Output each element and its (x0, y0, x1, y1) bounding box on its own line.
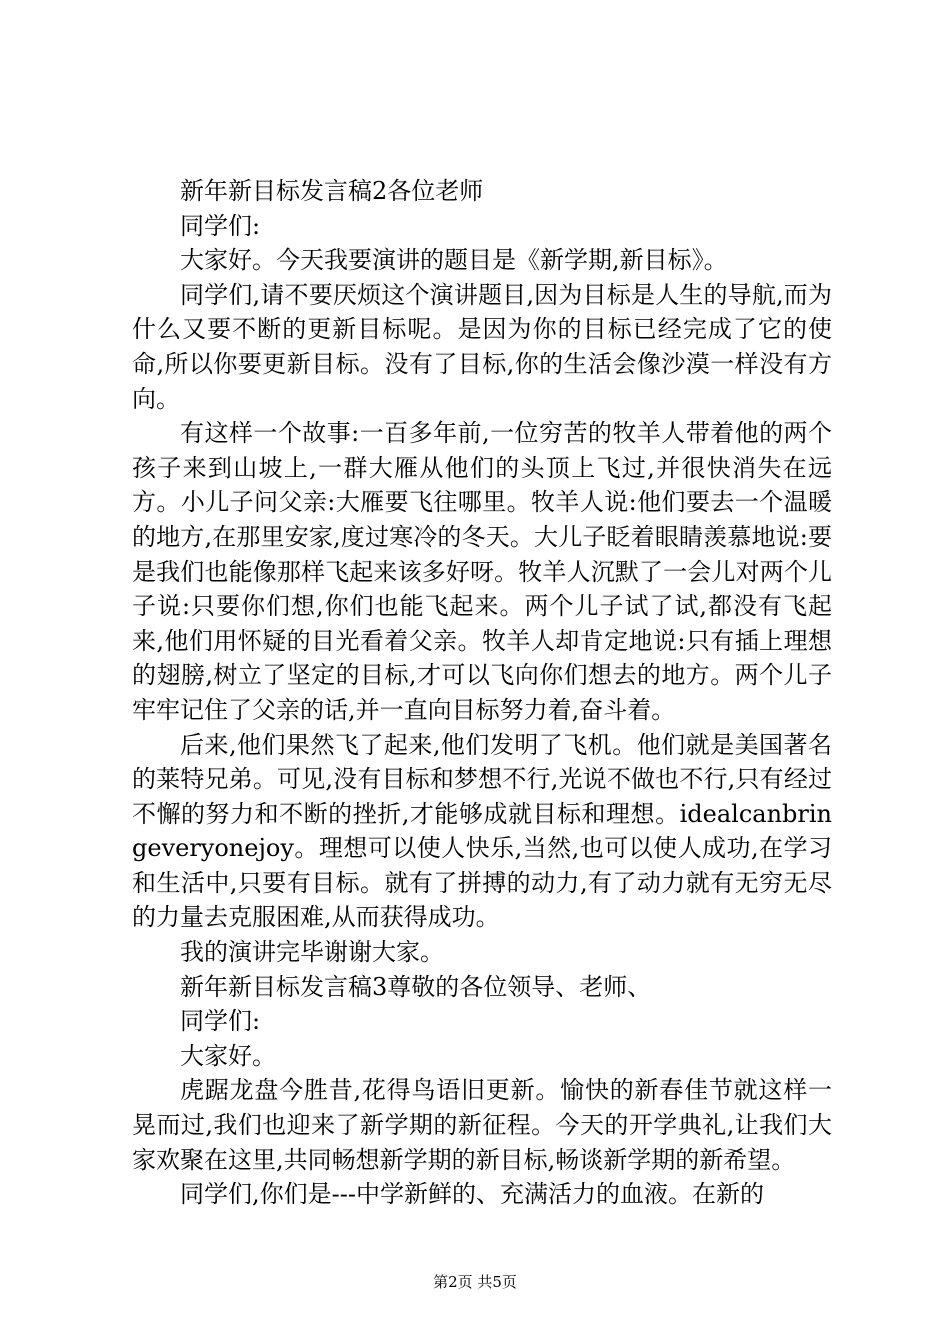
paragraph-hello-topic: 大家好。今天我要演讲的题目是《新学期,新目标》。 (180, 246, 728, 275)
paragraph-hello: 大家好。 (180, 1041, 276, 1070)
document-body (132, 174, 832, 1212)
page-footer: 第2页 共5页 (433, 1273, 517, 1291)
paragraph-greeting-students-2: 同学们: (180, 1007, 261, 1036)
paragraph-speech-3-title: 新年新目标发言稿3尊敬的各位领导、老师、 (180, 972, 652, 1001)
paragraph-spring-festival: 虎踞龙盘今胜昔,花得鸟语旧更新。愉快的新春佳节就这样一晃而过,我们也迎来了新学期的新征程。今天的开学典礼,让我们大家欢聚在这里,共同畅想新学期的新目标,畅谈新学期的新希望。 (132, 1076, 832, 1174)
paragraph-new-blood: 同学们,你们是---中学新鲜的、充满活力的血液。在新的 (180, 1180, 764, 1209)
paragraph-greeting-students: 同学们: (180, 211, 261, 240)
paragraph-shepherd-story: 有这样一个故事:一百多年前,一位穷苦的牧羊人带着他的两个孩子来到山坡上,一群大雁从他们的头顶上飞过,并很快消失在远方。小儿子问父亲:大雁要飞往哪里。牧羊人说:他们要去一个温暖的地方,在那里安家,度过寒冷的冬天。大儿子眨着眼睛羡慕地说:要是我们也能像那样飞起来该多好呀。牧羊人沉默了一会儿对两个儿子说:只要你们想,你们也能飞起来。两个儿子试了试,都没有飞起来,他们用怀疑的目光看着父亲。牧羊人却肯定地说:只有插上理想的翅膀,树立了坚定的目标,才可以飞向你们想去的地方。两个儿子牢牢记住了父亲的话,并一直向目标努力着,奋斗着。 (132, 419, 832, 724)
paragraph-closing-thanks: 我的演讲完毕谢谢大家。 (180, 938, 444, 967)
paragraph-speech-2-title: 新年新目标发言稿2各位老师 (180, 177, 484, 205)
paragraph-wright-brothers: 后来,他们果然飞了起来,他们发明了飞机。他们就是美国著名的莱特兄弟。可见,没有目标和梦想不行,光说不做也不行,只有经过不懈的努力和不断的挫折,才能够成就目标和理想。idealcanbringeveryonejoy。理想可以使人快乐,当然,也可以使人成功,在学习和生活中,只要有目标。就有了拼搏的动力,有了动力就有无穷无尽的力量去克服困难,从而获得成功。 (132, 730, 832, 932)
paragraph-goal-navigation: 同学们,请不要厌烦这个演讲题目,因为目标是人生的导航,而为什么又要不断的更新目标呢。是因为你的目标已经完成了它的使命,所以你要更新目标。没有了目标,你的生活会像沙漠一样没有方向。 (132, 280, 832, 413)
